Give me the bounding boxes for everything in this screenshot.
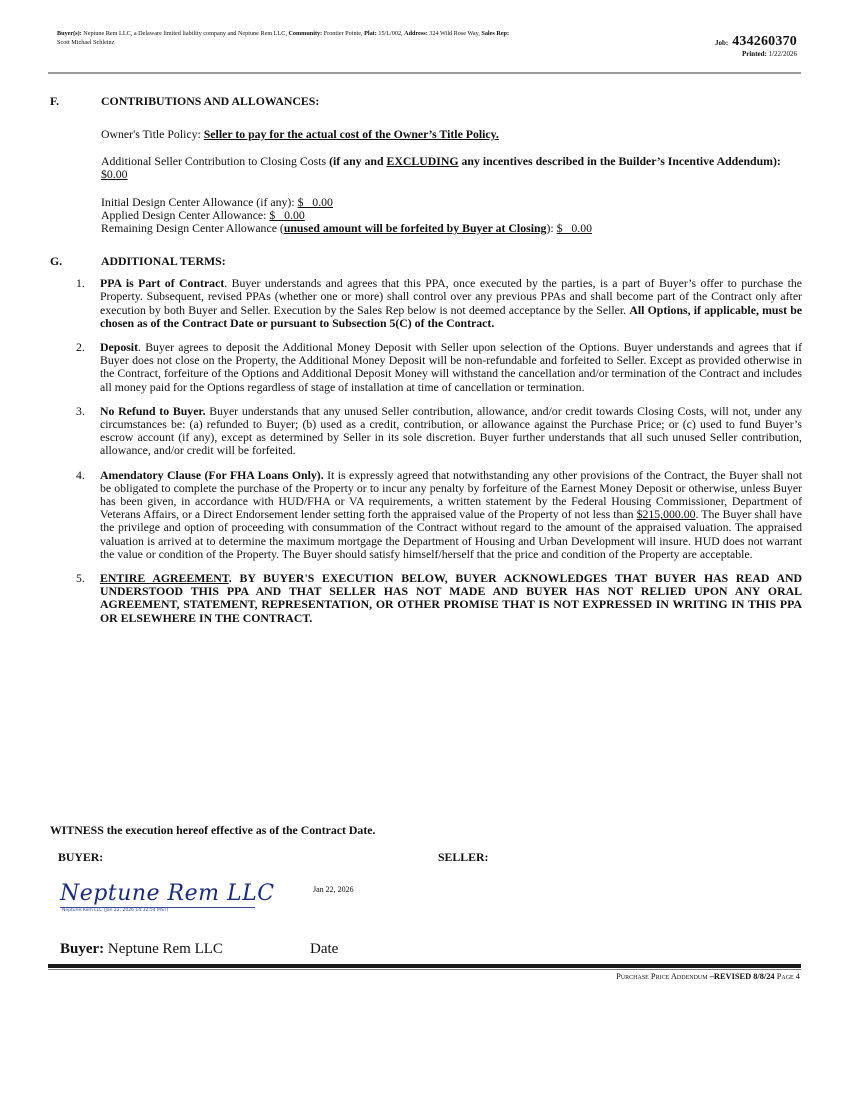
signed-date: Jan 22, 2026 — [313, 885, 354, 894]
additional-seller-contribution — [101, 155, 802, 181]
buyer-heading: BUYER: — [58, 850, 104, 864]
additional-amount: $0.00 — [101, 167, 128, 182]
term-title: No Refund to Buyer. — [100, 403, 206, 418]
remaining-allowance-note: unused amount will be forfeited by Buyer at Closing — [283, 221, 547, 236]
footer-divider-thick — [48, 964, 801, 968]
header-divider — [48, 72, 801, 74]
section-f-heading — [50, 95, 802, 109]
applied-allowance-amount: $ 0.00 — [269, 207, 305, 222]
section-f-letter: F. — [50, 94, 60, 108]
owners-title-value: Seller to pay for the actual cost of the Owner’s Title Policy. — [203, 127, 499, 141]
term-body-continued: . The Buyer shall have the privilege and option of proceeding with consummation of the Contract without regard to the amount of the appraised valuation. The appraised valuation is arrived at to determine the maximum mortgage the Department of Housing and Urban Development will insure. HUD does not warrant the value or condition of the Property. The Buyer should satisfy himself/herself that the price and condition of the Property are acceptable. — [100, 507, 802, 561]
term-deposit — [76, 340, 802, 394]
remaining-allowance-amount: $ 0.00 — [556, 221, 592, 236]
page-footer — [616, 972, 800, 981]
job-number: 434260370 — [732, 34, 797, 49]
buyer-value: Neptune Rem LLC, a Delaware limited liability company and Neptune Rem LLC, — [83, 30, 287, 37]
term-title: PPA is Part of Contract — [100, 276, 225, 291]
term-number: 5. — [76, 571, 85, 586]
term-body: Buyer understands that any unused Seller contribution, allowance, and/or credit towards Closing Costs, will not, under any circumstances be: (a) refunded to Buyer; (b) used as a credit, contribution, or allowance against the Purchase Price; or (c) used to fund Buyer’s escrow account (if any), except as determined by Seller in its sole discretion. Buyer further understands that all such unused Seller contribution, allowance, and/or credit will be forfeited. — [100, 403, 802, 458]
term-bold-text: All Options, if applicable, must be chosen as of the Contract Date or pursuant to Subsection 5(C) of the Contract. — [100, 302, 803, 330]
section-g-letter: G. — [50, 254, 63, 269]
signature-script: Neptune Rem LLC — [60, 881, 275, 906]
term-ppa-part-of-contract — [76, 276, 803, 330]
address-value: 324 Wild Rose Way, — [429, 30, 480, 37]
footer-page-number: Page 4 — [776, 972, 800, 981]
term-number: 4. — [76, 467, 85, 482]
section-g-title: ADDITIONAL TERMS: — [101, 254, 226, 269]
buyer-name-line — [60, 941, 223, 958]
footer-revised: –REVISED 8/8/24 — [709, 972, 775, 981]
appraised-value-amount: $215,000.00 — [636, 507, 696, 522]
community-label: Community: — [288, 30, 323, 37]
seller-heading: SELLER: — [438, 850, 489, 864]
term-number: 3. — [76, 403, 85, 418]
term-body: It is expressly agreed that notwithstanding any other provisions of the Contract, the Buyer shall not be obligated to complete the purchase of the Property or to incur any penalty by forfeiture of the Earnest Money Deposit or otherwise, unless Buyer has been given, in accordance with HUD/FHA or VA requirements, a written statement by the Federal Housing Commissioner, Department of Veterans Affairs, or a Direct Endorsement lender setting forth the appraised value of the Property of not less than — [100, 467, 802, 522]
printed-date: 1/22/2026 — [768, 50, 797, 58]
document-header — [57, 30, 797, 60]
plat-value: 15/L/002, — [378, 30, 403, 37]
witness-statement: WITNESS the execution hereof effective as of the Contract Date. — [50, 823, 376, 837]
design-center-allowances — [101, 196, 802, 236]
sales-rep-value: Scott Michael Schleinz — [57, 38, 115, 46]
document-body — [50, 95, 802, 636]
term-body: . BY BUYER'S EXECUTION BELOW, BUYER ACKNOWLEDGES THAT BUYER HAS READ AND UNDERSTOOD THIS PPA AND THAT SELLER HAS NOT MADE AND BUYER HAS NOT RELIED UPON ANY ORAL AGREEMENT, STATEMENT, REPRESENTATION, OR OTHER PROMISE THAT IS NOT EXPRESSED IN WRITING IN THIS PPA OR ELSEWHERE IN THE CONTRACT. — [100, 571, 802, 625]
header-details — [57, 30, 697, 47]
date-label: Date — [310, 941, 339, 957]
initial-allowance-amount: $ 0.00 — [297, 194, 333, 209]
term-body: . Buyer agrees to deposit the Additional Money Deposit with Seller upon selection of the Options. Buyer understands and agrees that if Buyer does not close on the Property, the Additional Money Deposit will be non-refundable and forfeited to Seller. Except as provided otherwise in the Contract, forfeiture of the Options and Additional Deposit Money will withstand the cancellation and/or termination of the Contract and includes all money paid for the Options regardless of stage of installation at time of cancellation or termination. — [100, 340, 802, 394]
term-entire-agreement — [76, 571, 802, 625]
sales-rep-label: Sales Rep: — [481, 30, 510, 37]
additional-terms-list — [76, 276, 803, 625]
term-title: ENTIRE AGREEMENT — [100, 571, 229, 586]
job-info — [715, 32, 797, 58]
remaining-allowance-label: Remaining Design Center Allowance ( — [101, 221, 284, 236]
additional-bold-2: any incentives described in the Builder’s Incentive Addendum): — [458, 154, 781, 169]
additional-bold-1: (if any and — [329, 154, 387, 169]
term-amendatory-clause — [76, 467, 802, 561]
section-f-title: CONTRIBUTIONS AND ALLOWANCES: — [101, 94, 320, 108]
community-value: Frontier Pointe, — [323, 30, 363, 37]
term-number: 2. — [76, 340, 85, 355]
owners-title-policy — [101, 128, 802, 141]
signature-timestamp: Neptune Rem LLC (Jan 22, 2026 14:32:54 MST) — [62, 908, 169, 913]
buyer-label: Buyer(s): — [57, 30, 82, 37]
term-no-refund — [76, 403, 802, 458]
term-body: . Buyer understands and agrees that this PPA, once executed by the parties, is a part of Buyer’s offer to purchase the Property. Subsequent, revised PPAs (whether one or more) shall control over any previous PPAs and shall become part of the Contract only after execution by both Buyer and Seller. Execution by the Sales Rep below is not deemed acceptance by the Seller. — [100, 276, 802, 317]
buyer-name-label: Buyer: — [60, 941, 105, 957]
term-number: 1. — [76, 276, 85, 291]
plat-label: Plat: — [364, 30, 377, 37]
printed-label: Printed: — [741, 50, 767, 58]
additional-excluding: EXCLUDING — [386, 154, 459, 169]
initial-allowance-label: Initial Design Center Allowance (if any): — [101, 194, 295, 209]
term-title: Deposit — [100, 340, 139, 355]
job-label: Job: — [714, 39, 729, 47]
term-title: Amendatory Clause (For FHA Loans Only). — [100, 467, 324, 482]
buyer-signature — [60, 881, 280, 913]
remaining-allowance-row — [101, 222, 802, 235]
footer-divider-thin — [48, 969, 801, 970]
section-g-heading — [50, 255, 802, 269]
owners-title-label: Owner's Title Policy: — [101, 127, 201, 141]
additional-text: Additional Seller Contribution to Closing Costs — [101, 154, 330, 169]
address-label: Address: — [404, 30, 428, 37]
remaining-allowance-close: ): — [546, 221, 554, 236]
buyer-name: Neptune Rem LLC — [107, 941, 223, 957]
footer-title: Purchase Price Addendum — [616, 972, 708, 981]
applied-allowance-label: Applied Design Center Allowance: — [101, 207, 267, 222]
